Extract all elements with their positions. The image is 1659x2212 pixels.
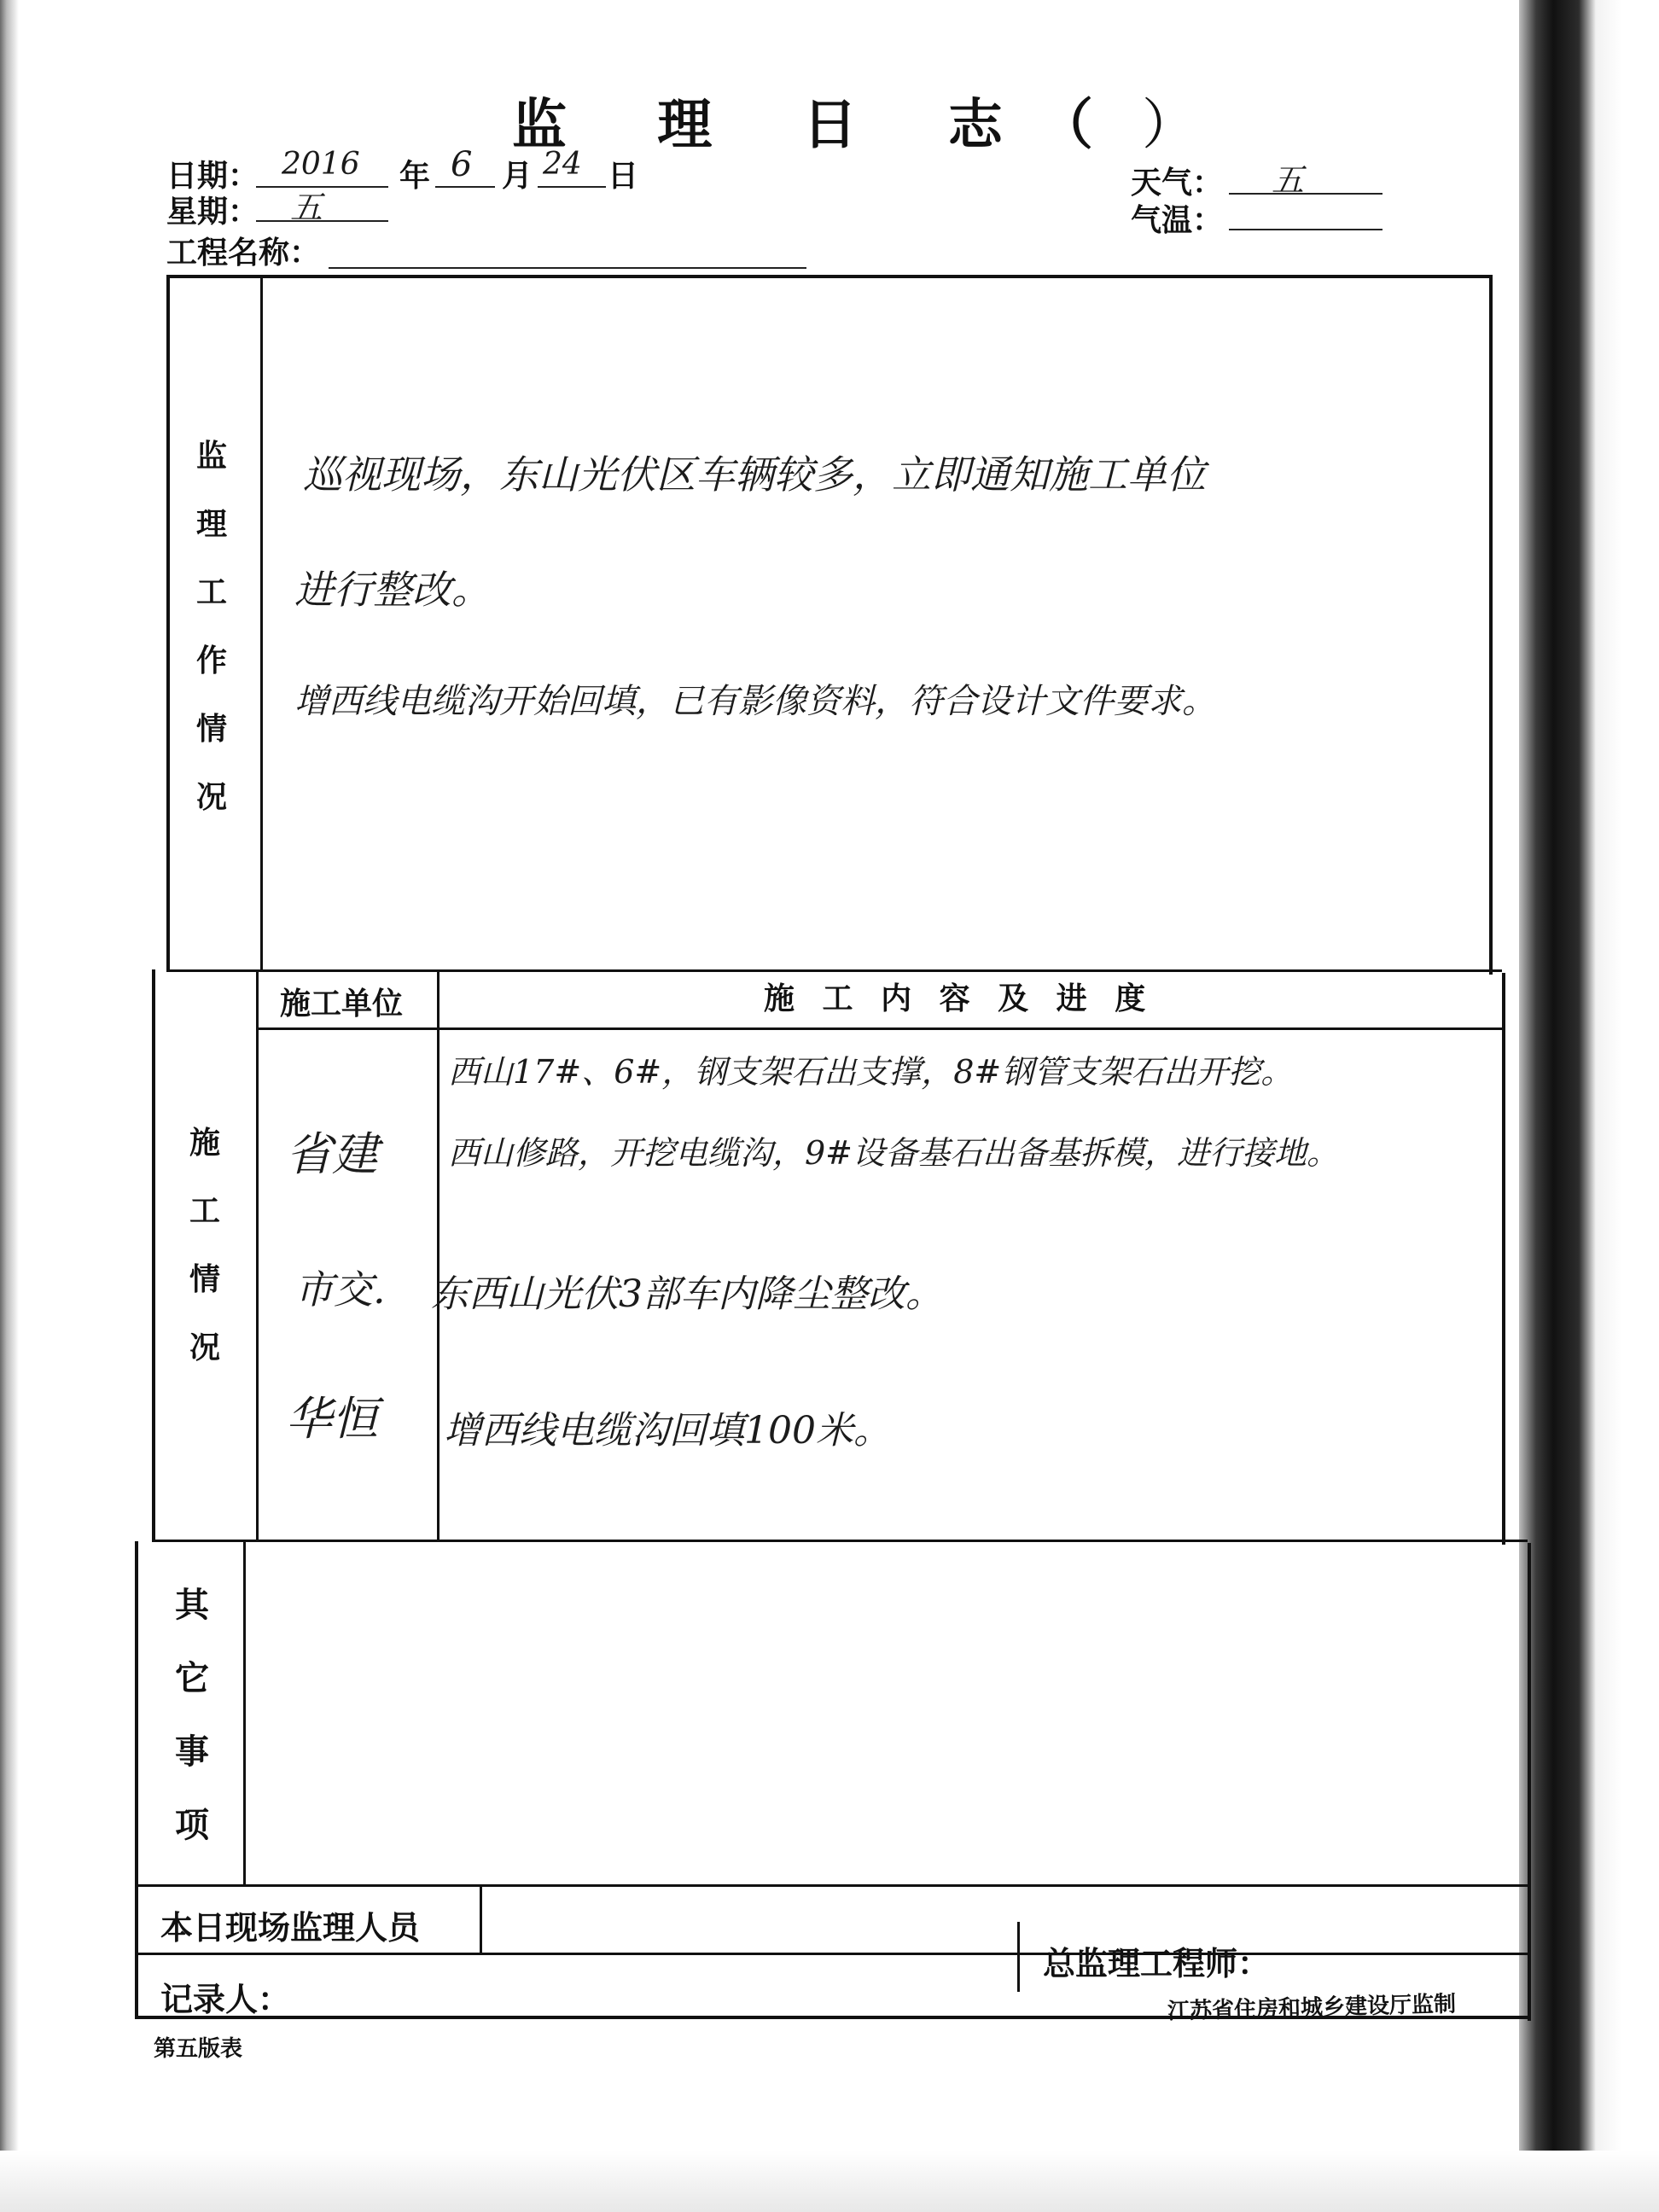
month-label: 月 — [502, 159, 533, 194]
supervision-vertical-label — [196, 422, 227, 832]
staff-label: 本日现场监理人员 — [160, 1909, 421, 1947]
construction-label-divider — [256, 969, 259, 1541]
unit-column-divider — [437, 969, 439, 1541]
supervision-line: 巡视现场，东山光伏区车辆较多，立即通知施工单位 — [303, 451, 1206, 498]
page-title: 监 理 日 志（ — [512, 94, 1129, 157]
project-underline — [329, 267, 806, 269]
table-right-border-lower — [1528, 1543, 1531, 2021]
staff-label-divider — [480, 1884, 482, 1953]
table-left-border-middle — [152, 969, 155, 1541]
supervision-bottom-border — [166, 969, 1502, 972]
month-underline — [435, 186, 495, 188]
other-label-char: 它 — [175, 1659, 209, 1698]
supervision-line: 增西线电缆沟开始回填，已有影像资料，符合设计文件要求。 — [294, 682, 1216, 721]
temperature-label: 气温： — [1131, 203, 1224, 238]
scan-edge-right — [1519, 0, 1659, 2212]
table-right-border-middle — [1502, 973, 1505, 1545]
day-value: 24 — [543, 147, 582, 182]
construction-unit: 省建 — [286, 1127, 378, 1181]
supervision-label-char: 工 — [196, 575, 228, 610]
edition-text: 第五版表 — [154, 2036, 243, 2062]
date-label: 日期： — [166, 159, 259, 194]
content-column-header: 施 工 内 容 及 进 度 — [764, 981, 1155, 1016]
construction-label-char: 施 — [189, 1126, 221, 1161]
supervision-label-char: 作 — [196, 643, 228, 678]
weather-value: 五 — [1272, 161, 1305, 199]
weekday-label: 星期： — [166, 195, 259, 230]
supervision-label-char: 理 — [196, 507, 228, 542]
supervision-label-divider — [260, 275, 263, 970]
construction-vertical-label — [189, 1109, 220, 1382]
other-label-char: 项 — [175, 1806, 209, 1845]
construction-line: 增西线电缆沟回填100米。 — [444, 1409, 891, 1452]
table-left-border-upper — [166, 275, 170, 970]
recorder-label: 记录人： — [160, 1981, 291, 2018]
scan-edge-left — [0, 0, 19, 2212]
issuer-text: 江苏省住房和城乡建设厅监制 — [1167, 1991, 1457, 2025]
day-underline — [538, 186, 606, 188]
construction-unit: 市交. — [294, 1266, 386, 1313]
title-close-paren: ） — [1142, 94, 1196, 157]
weather-label: 天气： — [1131, 166, 1224, 201]
supervision-label-char: 监 — [196, 439, 228, 474]
supervision-label-char: 情 — [196, 712, 228, 747]
supervision-label-char: 况 — [196, 780, 228, 815]
construction-line: 西山修路，开挖电缆沟，9#设备基石出备基拆模，进行接地。 — [448, 1134, 1340, 1172]
construction-label-char: 况 — [189, 1330, 221, 1365]
construction-unit: 华恒 — [286, 1392, 378, 1446]
day-label: 日 — [608, 159, 639, 194]
construction-bottom-border — [152, 1540, 1528, 1542]
scan-bottom-shadow — [0, 2151, 1659, 2212]
other-label-char: 事 — [175, 1732, 209, 1772]
other-vertical-label — [175, 1569, 209, 1862]
year-label: 年 — [399, 159, 431, 194]
weekday-value: 五 — [290, 189, 323, 226]
staff-row-bottom — [135, 1953, 1528, 1955]
weather-underline — [1229, 193, 1382, 195]
table-top-border — [166, 275, 1489, 278]
construction-label-char: 情 — [189, 1262, 221, 1297]
temperature-underline — [1229, 229, 1382, 230]
construction-line: 东西山光伏3部车内降尘整改。 — [431, 1272, 943, 1316]
year-value: 2016 — [282, 147, 360, 182]
chief-engineer-label: 总监理工程师： — [1043, 1945, 1271, 1982]
table-right-border-upper — [1489, 275, 1493, 975]
construction-label-char: 工 — [189, 1194, 221, 1229]
other-label-divider — [243, 1541, 246, 1887]
supervision-line: 进行整改。 — [294, 567, 491, 613]
other-label-char: 其 — [175, 1586, 209, 1625]
unit-column-header: 施工单位 — [280, 987, 404, 1022]
month-value: 6 — [451, 145, 473, 184]
chief-divider — [1017, 1922, 1020, 1992]
table-left-border-lower — [135, 1541, 138, 2019]
construction-line: 西山17#、6#，钢支架石出支撑，8#钢管支架石出开挖。 — [448, 1053, 1294, 1091]
project-label: 工程名称： — [166, 236, 321, 271]
other-bottom-border — [135, 1884, 1528, 1887]
construction-header-underline — [256, 1027, 1502, 1030]
